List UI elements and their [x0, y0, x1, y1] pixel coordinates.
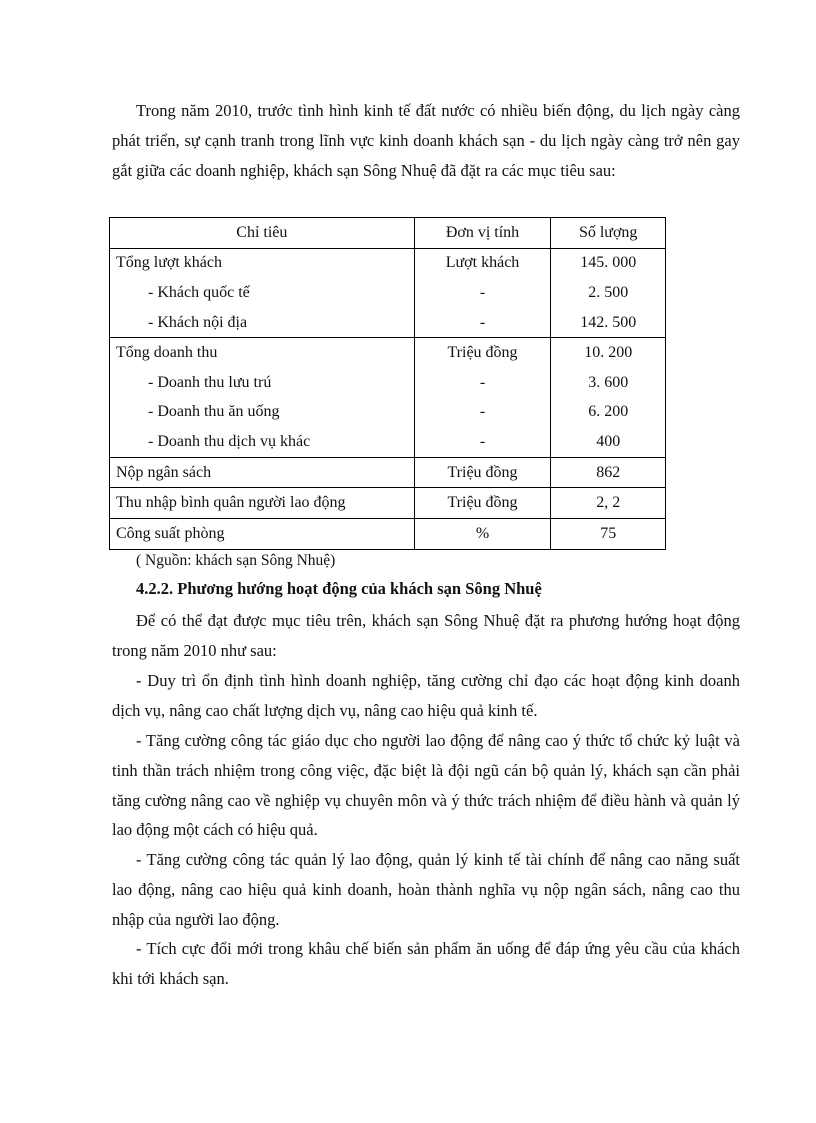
- quantity-cell: 3. 600: [551, 368, 666, 398]
- criteria-cell: Công suất phòng: [110, 518, 415, 549]
- criteria-cell: Thu nhập bình quân người lao động: [110, 488, 415, 519]
- quantity-cell: 10. 200: [551, 338, 666, 368]
- direction-paragraph-5: - Tích cực đổi mới trong khâu chế biến sản phẩm ăn uống để đáp ứng yêu cầu của khách khi tới khách sạn.: [112, 939, 740, 988]
- quantity-cell: 862: [551, 457, 666, 488]
- table-body: [110, 248, 666, 549]
- unit-cell: -: [414, 278, 551, 308]
- criteria-cell: - Khách quốc tế: [110, 278, 415, 308]
- direction-paragraph-3: - Tăng cường công tác giáo dục cho người lao động để nâng cao ý thức tổ chức kỷ luật và tinh thần trách nhiệm trong công việc, đặc biệt là đội ngũ cán bộ quản lý, khách sạn cần phải tăng cường nâng cao về nghiệp vụ chuyên môn và ý thức trách nhiệm để điều hành và quản lý lao động một cách có hiệu quả.: [112, 731, 740, 840]
- quantity-cell: 2. 500: [551, 278, 666, 308]
- criteria-cell: - Doanh thu dịch vụ khác: [110, 427, 415, 457]
- table-source-note: ( Nguồn: khách sạn Sông Nhuệ): [136, 552, 336, 569]
- table-row: [110, 308, 666, 338]
- quantity-cell: 2, 2: [551, 488, 666, 519]
- unit-cell: %: [414, 518, 551, 549]
- criteria-cell: Tổng doanh thu: [110, 338, 415, 368]
- table-row: [110, 427, 666, 457]
- quantity-cell: 75: [551, 518, 666, 549]
- criteria-cell: - Doanh thu lưu trú: [110, 368, 415, 398]
- unit-cell: -: [414, 398, 551, 428]
- quantity-cell: 6. 200: [551, 398, 666, 428]
- criteria-cell: Nộp ngân sách: [110, 457, 415, 488]
- header-unit: Đơn vị tính: [414, 218, 551, 249]
- quantity-cell: 142. 500: [551, 308, 666, 338]
- unit-cell: -: [414, 368, 551, 398]
- direction-paragraph-1: Để có thể đạt được mục tiêu trên, khách sạn Sông Nhuệ đặt ra phương hướng hoạt động trong năm 2010 như sau:: [112, 611, 740, 660]
- table-row: [110, 398, 666, 428]
- unit-cell: -: [414, 427, 551, 457]
- unit-cell: Lượt khách: [414, 248, 551, 278]
- table-row: [110, 248, 666, 278]
- targets-table: [109, 217, 666, 550]
- header-quantity: Số lượng: [551, 218, 666, 249]
- unit-cell: Triệu đồng: [414, 488, 551, 519]
- quantity-cell: 145. 000: [551, 248, 666, 278]
- direction-paragraph-2: - Duy trì ổn định tình hình doanh nghiệp, tăng cường chỉ đạo các hoạt động kinh doanh dịch vụ, nâng cao chất lượng dịch vụ, nâng cao hiệu quả kinh tế.: [112, 671, 740, 720]
- table-row: [110, 278, 666, 308]
- direction-paragraph-4: - Tăng cường công tác quản lý lao động, quản lý kinh tế tài chính để nâng cao năng suất lao động, nâng cao hiệu quả kinh doanh, hoàn thành nghĩa vụ nộp ngân sách, nâng cao thu nhập của người lao động.: [112, 850, 740, 929]
- header-criteria: Chỉ tiêu: [110, 218, 415, 249]
- table-row: [110, 488, 666, 519]
- table-header-row: [110, 218, 666, 249]
- table-row: [110, 518, 666, 549]
- unit-cell: Triệu đồng: [414, 338, 551, 368]
- table-row: [110, 457, 666, 488]
- criteria-cell: - Doanh thu ăn uống: [110, 398, 415, 428]
- unit-cell: -: [414, 308, 551, 338]
- table-row: [110, 338, 666, 368]
- criteria-cell: Tổng lượt khách: [110, 248, 415, 278]
- intro-paragraph: Trong năm 2010, trước tình hình kinh tế đất nước có nhiều biến động, du lịch ngày càng phát triển, sự cạnh tranh trong lĩnh vực kinh doanh khách sạn - du lịch ngày càng trở nên gay gắt giữa các doanh nghiệp, khách sạn Sông Nhuệ đã đặt ra các mục tiêu sau:: [112, 101, 740, 180]
- section-heading: 4.2.2. Phương hướng hoạt động của khách sạn Sông Nhuệ: [136, 579, 542, 598]
- criteria-cell: - Khách nội địa: [110, 308, 415, 338]
- unit-cell: Triệu đồng: [414, 457, 551, 488]
- table-row: [110, 368, 666, 398]
- quantity-cell: 400: [551, 427, 666, 457]
